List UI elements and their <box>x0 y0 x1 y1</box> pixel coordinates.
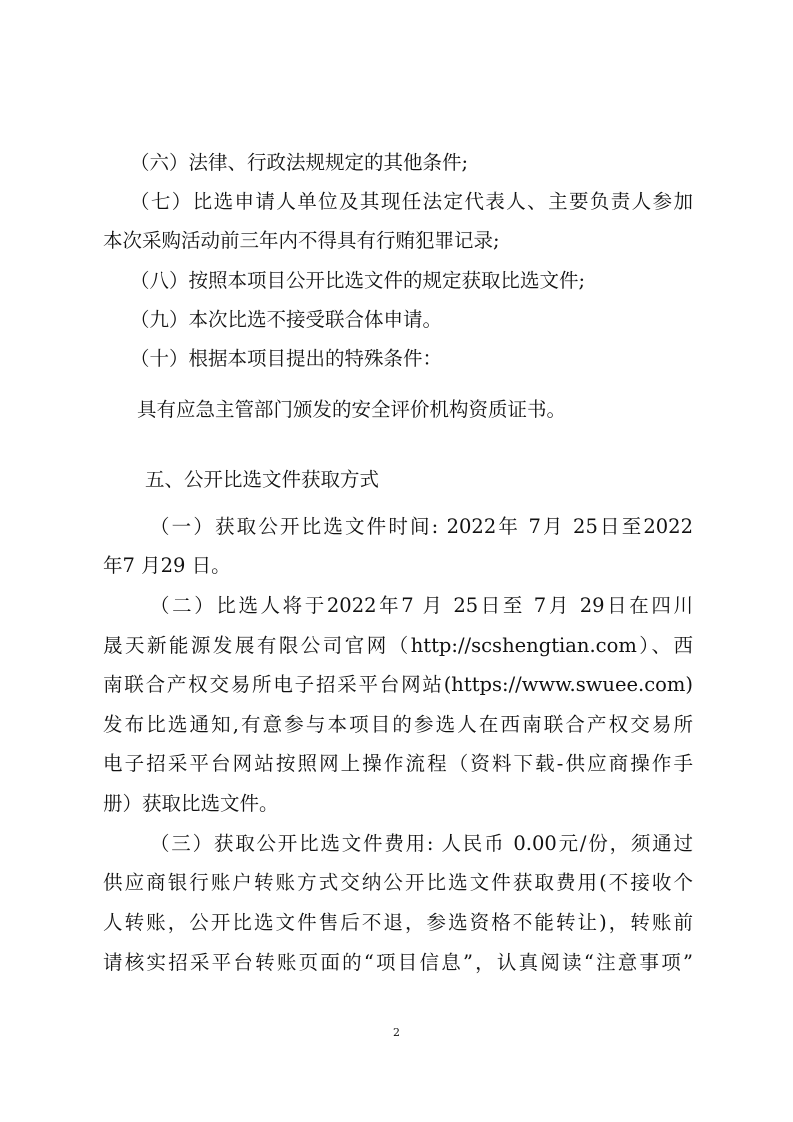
item-1: （一）获取公开比选文件时间: 2022年 7月 25日至2022 <box>150 515 693 538</box>
special-condition: 具有应急主管部门颁发的安全评价机构资质证书。 <box>137 398 567 421</box>
item-2-line-3: 南联合产权交易所电子招采平台网站(https://www.swuee.com) <box>103 673 693 696</box>
clause-6: （六）法律、行政法规规定的其他条件; <box>130 151 469 174</box>
clause-7-cont: 本次采购活动前三年内不得具有行贿犯罪记录; <box>103 229 500 252</box>
item-2: （二）比选人将于2022年7 月 25日至 7月 29日在四川 <box>150 594 693 617</box>
item-3-line-3: 人转账，公开比选文件售后不退，参选资格不能转让)，转账前 <box>103 911 693 934</box>
page-number: 2 <box>393 1026 400 1039</box>
item-2-line-6: 册）获取比选文件。 <box>103 792 279 815</box>
item-2-line-5: 电子招采平台网站按照网上操作流程（资料下载-供应商操作手 <box>103 752 693 775</box>
item-3-line-4: 请核实招采平台转账页面的“项目信息”，认真阅读“注意事项” <box>103 951 693 974</box>
section-heading: 五、公开比选文件获取方式 <box>145 468 380 491</box>
item-2-line-4: 发布比选通知,有意参与本项目的参选人在西南联合产权交易所 <box>103 713 693 736</box>
item-1-cont: 年7 月29 日。 <box>103 554 231 577</box>
clause-8: （八）按照本项目公开比选文件的规定获取比选文件; <box>130 269 586 292</box>
item-3-line-2: 供应商银行账户转账方式交纳公开比选文件获取费用(不接收个 <box>103 871 693 894</box>
clause-9: （九）本次比选不接受联合体申请。 <box>130 308 443 331</box>
item-3: （三）获取公开比选文件费用: 人民币 0.00元/份，须通过 <box>150 832 693 855</box>
item-2-line-2: 晟天新能源发展有限公司官网（http://scshengtian.com）、西 <box>103 634 693 657</box>
clause-7: （七）比选申请人单位及其现任法定代表人、主要负责人参加 <box>130 190 693 213</box>
clause-10: （十）根据本项目提出的特殊条件： <box>130 347 443 370</box>
